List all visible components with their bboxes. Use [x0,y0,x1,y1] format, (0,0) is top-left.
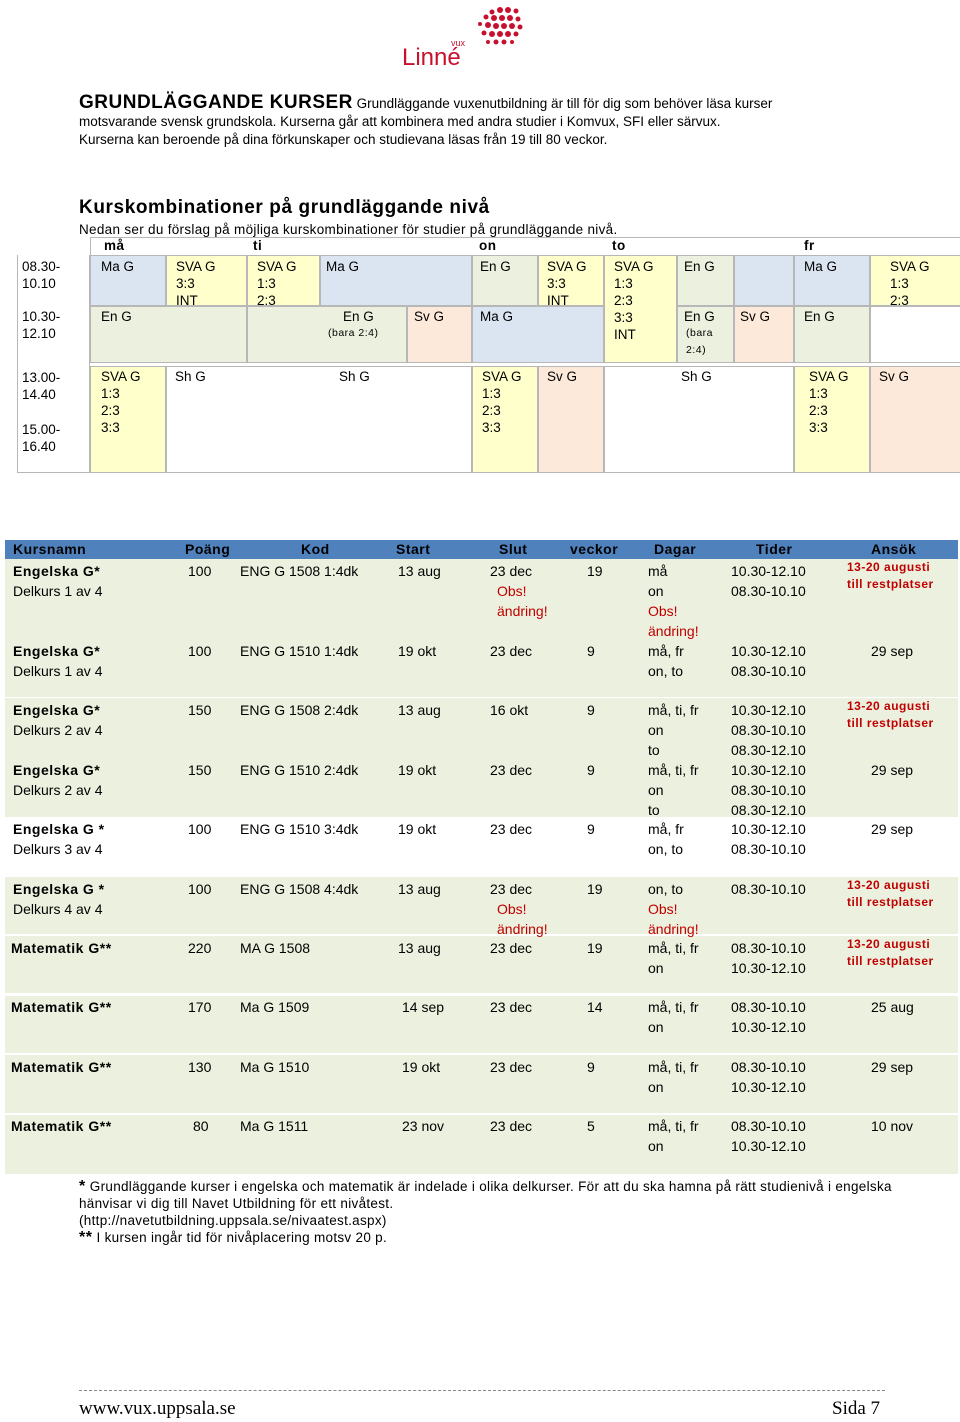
course-times: 10.30-12.10 08.30-10.10 [731,821,806,857]
slot-cell [247,306,407,363]
course-part: Delkurs 4 av 4 [13,901,103,917]
row-background [5,1115,958,1174]
course-name: Matematik G** [11,940,112,956]
course-cell: Sv G [547,369,578,384]
course-end: 23 dec [490,563,533,579]
course-days: må, fr on, to [648,643,684,679]
course-cell: Sv G [740,309,771,324]
course-cell: Sv G [414,309,445,324]
course-start: 13 aug [398,563,441,579]
course-end: 16 okt [490,702,529,718]
course-apply-note: 13-20 augusti till restplatser [847,699,934,730]
course-days: on, to [648,881,684,897]
course-cell: En G [684,309,715,324]
course-days: må on [648,563,668,599]
course-points: 150 [188,702,212,718]
schedule-header-row [90,237,960,255]
course-points: 130 [188,1059,212,1075]
course-start: 19 okt [398,643,437,659]
course-cell: Sh G [339,369,370,384]
course-times: 10.30-12.10 08.30-10.10 [731,643,806,679]
course-weeks: 19 [587,563,603,579]
course-name: Engelska G* [13,643,101,659]
course-weeks: 9 [587,643,595,659]
course-times: 08.30-10.10 10.30-12.10 [731,940,806,976]
course-apply-note: 13-20 augusti till restplatser [847,560,934,591]
course-start: 23 nov [402,1118,445,1134]
course-apply-note: 13-20 augusti till restplatser [847,937,934,968]
course-cell: SVA G 3:3 INT [176,259,216,308]
course-cell: Ma G [480,309,514,324]
day-to: to [612,238,626,253]
course-times: 08.30-10.10 10.30-12.10 [731,999,806,1035]
intro-line3: Kurserna kan beroende på dina förkunskaper och studievana läsas från 19 till 80 veckor. [79,132,608,147]
course-part: Delkurs 2 av 4 [13,782,103,798]
course-apply-note: 13-20 augusti till restplatser [847,878,934,909]
course-points: 170 [188,999,212,1015]
course-days: må, fr on, to [648,821,684,857]
course-cell: SVA G 1:3 2:3 3:3 [809,369,849,435]
col-dagar: Dagar [654,541,697,557]
course-name: Engelska G* [13,563,101,579]
course-days-note: Obs! ändring! [648,603,699,639]
course-cell: En G [684,259,715,274]
course-start: 19 okt [398,762,437,778]
course-days: må, ti, fr on [648,1118,699,1154]
course-days: må, ti, fr on to [648,762,699,818]
course-code: Ma G 1511 [240,1118,309,1134]
course-code: ENG G 1508 1:4dk [240,563,359,579]
time-label: 10.30- 12.10 [22,309,61,341]
course-weeks: 14 [587,999,603,1015]
course-end: 23 dec [490,1059,533,1075]
course-end-note: Obs! ändring! [497,583,548,619]
time-label: 15.00- 16.40 [22,422,61,454]
course-apply: 10 nov [871,1118,914,1134]
course-end: 23 dec [490,881,533,897]
course-apply: 29 sep [871,762,914,778]
footer-site-link[interactable]: www.vux.uppsala.se [79,1398,236,1419]
course-end: 23 dec [490,643,533,659]
course-times: 10.30-12.10 08.30-10.10 08.30-12.10 [731,762,806,818]
row-background [5,877,958,934]
row-background [5,559,958,697]
course-days-note: Obs! ändring! [648,901,699,937]
course-apply: 29 sep [871,821,914,837]
course-points: 220 [188,940,212,956]
course-end-note: Obs! ändring! [497,901,548,937]
course-cell: Ma G [101,259,135,274]
course-cell: SVA G 1:3 2:3 3:3 [101,369,141,435]
course-code: ENG G 1510 3:4dk [240,821,359,837]
course-cell: Ma G [326,259,360,274]
time-label: 13.00- 14.40 [22,370,61,402]
course-points: 150 [188,762,212,778]
course-cell: Sv G [879,369,910,384]
table-header [5,540,958,559]
row-background [5,1055,958,1113]
course-points: 100 [188,563,212,579]
col-poang: Poäng [185,541,231,557]
course-cell: Ma G [804,259,838,274]
course-part: Delkurs 3 av 4 [13,841,103,857]
slot-cell [870,306,960,363]
row-background [5,698,958,817]
course-days: må, ti, fr on [648,940,699,976]
course-name: Engelska G* [13,702,101,718]
course-code: Ma G 1509 [240,999,310,1015]
slot-cell [166,366,472,473]
course-days: må, ti, fr on [648,999,699,1035]
course-end: 23 dec [490,821,533,837]
course-part: Delkurs 2 av 4 [13,722,103,738]
course-times: 10.30-12.10 08.30-10.10 [731,563,806,599]
course-weeks: 9 [587,1059,595,1075]
intro-heading: GRUNDLÄGGANDE KURSER [79,92,353,113]
course-start: 13 aug [398,881,441,897]
col-tider: Tider [756,541,793,557]
footnote-url: (http://navetutbildning.uppsala.se/nivaatest.aspx) [79,1213,387,1228]
course-part: Delkurs 1 av 4 [13,583,103,599]
time-column [17,363,90,473]
course-name: Matematik G** [11,999,112,1015]
time-column [17,255,90,363]
course-points: 100 [188,821,212,837]
course-points: 100 [188,881,212,897]
logo-vux-text: vux [451,38,466,48]
course-weeks: 9 [587,762,595,778]
day-on: on [479,238,497,253]
course-times: 08.30-10.10 10.30-12.10 [731,1118,806,1154]
course-start: 13 aug [398,702,441,718]
course-code: ENG G 1508 4:4dk [240,881,359,897]
course-cell: En G [343,309,374,324]
footer-page-number: Sida 7 [832,1398,881,1419]
col-ansok: Ansök [871,541,917,557]
course-code: ENG G 1510 1:4dk [240,643,359,659]
course-name: Engelska G * [13,881,105,897]
course-end: 23 dec [490,1118,533,1134]
col-kod: Kod [301,541,330,557]
course-end: 23 dec [490,762,533,778]
course-apply: 25 aug [871,999,914,1015]
course-apply: 29 sep [871,1059,914,1075]
course-days: må, ti, fr on to [648,702,699,758]
course-cell: En G [480,259,511,274]
course-weeks: 9 [587,821,595,837]
course-name: Engelska G* [13,762,101,778]
course-start: 19 okt [402,1059,441,1075]
course-code: ENG G 1508 2:4dk [240,702,359,718]
logo-linne-text: Linné [402,44,461,71]
course-part: Delkurs 1 av 4 [13,663,103,679]
day-fr: fr [804,238,815,253]
course-cell: Sh G [175,369,206,384]
course-name: Engelska G * [13,821,105,837]
course-days: må, ti, fr on [648,1059,699,1095]
course-note: (bara 2:4) [686,327,714,356]
day-ti: ti [253,238,263,253]
course-note: (bara 2:4) [328,327,379,339]
slot-cell [734,255,794,306]
course-times: 08.30-10.10 10.30-12.10 [731,1059,806,1095]
course-cell: Sh G [681,369,712,384]
course-weeks: 5 [587,1118,595,1134]
course-cell: En G [804,309,835,324]
vux-linne-logo [400,2,530,74]
course-code: Ma G 1510 [240,1059,310,1075]
course-weeks: 19 [587,881,603,897]
intro-text [79,94,899,149]
footnote-star: * [79,1178,86,1195]
row-background [5,936,958,993]
course-start: 14 sep [402,999,445,1015]
footnote-star2: ** [79,1229,93,1246]
course-cell: En G [101,309,132,324]
course-name: Matematik G** [11,1059,112,1075]
footnotes [79,1178,899,1246]
course-start: 19 okt [398,821,437,837]
course-points: 80 [193,1118,209,1134]
course-weeks: 9 [587,702,595,718]
course-code: ENG G 1510 2:4dk [240,762,359,778]
course-cell: SVA G 1:3 2:3 3:3 INT [614,259,654,342]
course-points: 100 [188,643,212,659]
course-cell: SVA G 1:3 2:3 [890,259,930,308]
course-cell: SVA G 1:3 2:3 3:3 [482,369,522,435]
course-name: Matematik G** [11,1118,112,1134]
course-weeks: 19 [587,940,603,956]
course-times: 08.30-10.10 [731,881,806,897]
course-cell: SVA G 3:3 INT [547,259,587,308]
time-label: 08.30- 10.10 [22,259,61,291]
course-end: 23 dec [490,999,533,1015]
course-apply: 29 sep [871,643,914,659]
col-kursnamn: Kursnamn [13,541,87,557]
col-slut: Slut [499,541,528,557]
intro-line2: motsvarande svensk grundskola. Kurserna går att kombinera med andra studier i Komvux, SFI eller särvux. [79,114,721,129]
day-ma: må [104,238,125,253]
footnote-2: I kursen ingår tid för nivåplacering motsv 20 p. [92,1230,388,1245]
course-start: 13 aug [398,940,441,956]
col-start: Start [396,541,431,557]
course-times: 10.30-12.10 08.30-10.10 08.30-12.10 [731,702,806,758]
footer-divider [79,1390,885,1391]
row-background [5,996,958,1053]
combos-subtitle: Nedan ser du förslag på möjliga kurskombinationer för studier på grundläggande nivå. [79,222,618,237]
col-veckor: veckor [570,541,619,557]
footnote-1: Grundläggande kurser i engelska och matematik är indelade i olika delkurser. För att du ska hamna på rätt studienivå i engelska hänvisar vi dig till Navet Utbildning för ett nivåtest. [79,1179,892,1211]
course-cell: SVA G 1:3 2:3 [257,259,297,308]
combos-title: Kurskombinationer på grundläggande nivå [79,197,490,218]
intro-line1: Grundläggande vuxenutbildning är till för dig som behöver läsa kurser [352,96,773,111]
course-end: 23 dec [490,940,533,956]
course-code: MA G 1508 [240,940,311,956]
